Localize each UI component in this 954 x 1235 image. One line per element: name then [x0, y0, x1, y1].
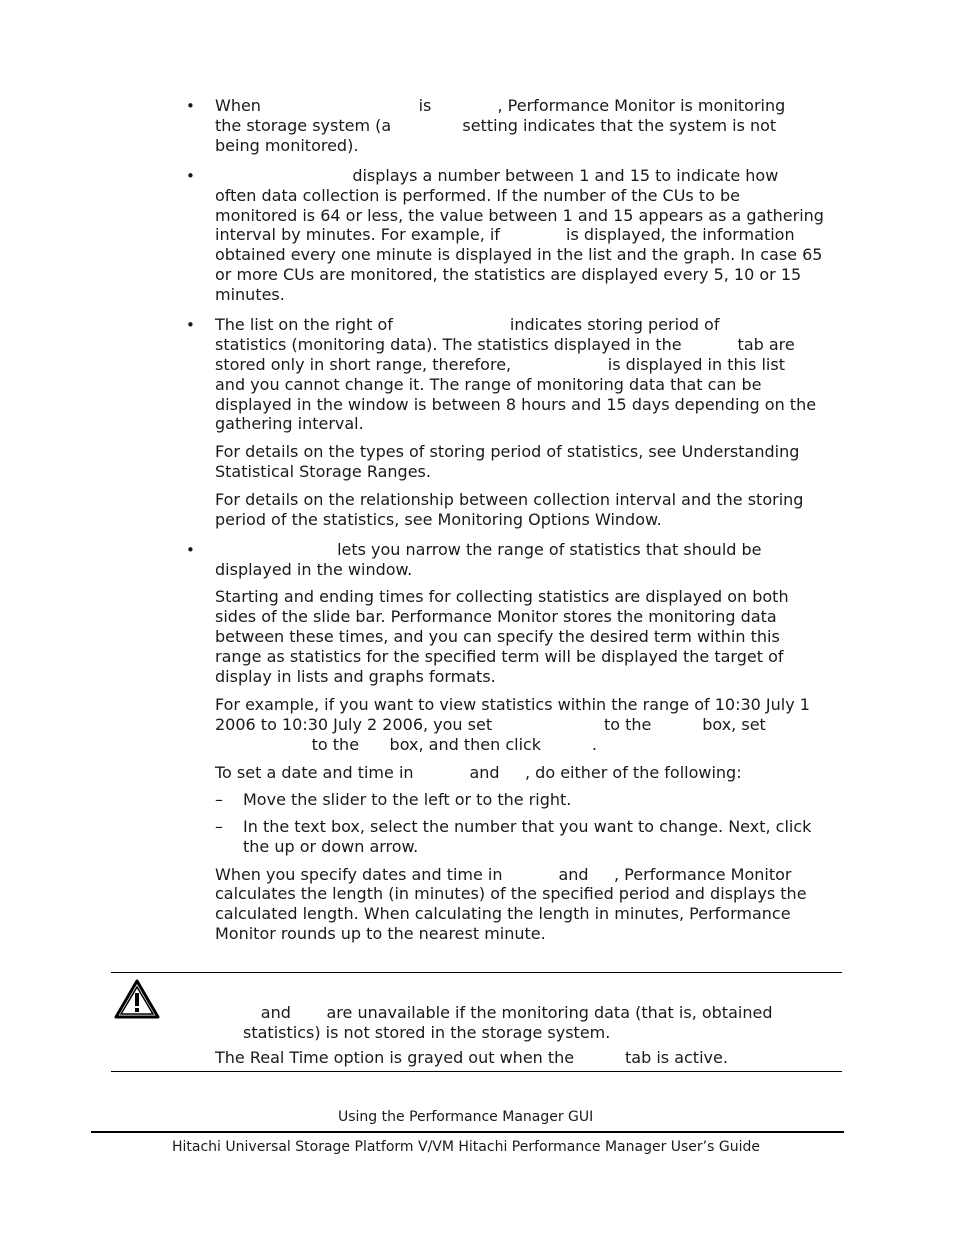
warning-triangle-icon: [113, 978, 161, 1020]
body-line: minutes.: [215, 285, 285, 304]
bullet-marker: •: [186, 316, 195, 334]
dash-item-line: Move the slider to the left or to the right.: [243, 790, 572, 809]
body-line: the storage system (a setting indicates that the system is not: [215, 116, 777, 135]
body-line: or more CUs are monitored, the statistics are displayed every 5, 10 or 15: [215, 265, 802, 284]
body-line: Starting and ending times for collecting statistics are displayed on both: [215, 587, 789, 606]
body-line: displayed in the window.: [215, 560, 413, 579]
bullet-marker: •: [186, 541, 195, 559]
body-line: Statistical Storage Ranges.: [215, 462, 431, 481]
caution-bottom-rule: [111, 1071, 842, 1072]
body-line: calculates the length (in minutes) of the specified period and displays the: [215, 884, 807, 903]
body-line: obtained every one minute is displayed in the list and the graph. In case 65: [215, 245, 823, 264]
dash-marker: –: [215, 790, 223, 809]
body-line: statistics (monitoring data). The statistics displayed in the tab are: [215, 335, 795, 354]
body-line: monitored is 64 or less, the value between 1 and 15 appears as a gathering: [215, 206, 824, 225]
body-line: often data collection is performed. If the number of the CUs to be: [215, 186, 740, 205]
footer-book-title: Hitachi Universal Storage Platform V/VM Hitachi Performance Manager User’s Guide: [172, 1139, 760, 1155]
dash-marker: –: [215, 817, 223, 836]
body-line: display in lists and graphs formats.: [215, 667, 496, 686]
footer-section-title: Using the Performance Manager GUI: [338, 1109, 594, 1125]
body-line: to the box, and then click .: [215, 735, 598, 754]
body-line: lets you narrow the range of statistics that should be: [215, 540, 762, 559]
body-line: For example, if you want to view statistics within the range of 10:30 July 1: [215, 695, 810, 714]
body-line: period of the statistics, see Monitoring Options Window.: [215, 510, 662, 529]
body-line: being monitored).: [215, 136, 359, 155]
caution-top-rule: [111, 972, 842, 973]
body-line: gathering interval.: [215, 414, 364, 433]
caution-line: statistics) is not stored in the storage system.: [243, 1023, 611, 1042]
body-line: Monitor rounds up to the nearest minute.: [215, 924, 546, 943]
body-line: For details on the relationship between collection interval and the storing: [215, 490, 804, 509]
body-line: When is , Performance Monitor is monitoring: [215, 96, 786, 115]
dash-item-line: In the text box, select the number that you want to change. Next, click: [243, 817, 812, 836]
caution-line: and are unavailable if the monitoring data (that is, obtained: [215, 1003, 773, 1022]
body-line: displayed in the window is between 8 hours and 15 days depending on the: [215, 395, 817, 414]
body-line: between these times, and you can specify the desired term within this: [215, 627, 780, 646]
body-line: displays a number between 1 and 15 to indicate how: [215, 166, 779, 185]
body-line: When you specify dates and time in and , Performance Monitor: [215, 865, 792, 884]
body-line: and you cannot change it. The range of monitoring data that can be: [215, 375, 762, 394]
body-line: To set a date and time in and , do either of the following:: [215, 763, 742, 782]
footer-rule: [91, 1131, 844, 1133]
body-line: For details on the types of storing period of statistics, see Understanding: [215, 442, 800, 461]
body-line: 2006 to 10:30 July 2 2006, you set to the box, set: [215, 715, 766, 734]
body-line: range as statistics for the specified term will be displayed the target of: [215, 647, 784, 666]
body-line: interval by minutes. For example, if is displayed, the information: [215, 225, 795, 244]
dash-item-line: the up or down arrow.: [243, 837, 419, 856]
body-line: stored only in short range, therefore, is displayed in this list: [215, 355, 785, 374]
body-line: sides of the slide bar. Performance Monitor stores the monitoring data: [215, 607, 777, 626]
bullet-marker: •: [186, 167, 195, 185]
body-line: calculated length. When calculating the length in minutes, Performance: [215, 904, 791, 923]
caution-note: The Real Time option is grayed out when the tab is active.: [215, 1048, 728, 1067]
body-line: The list on the right of indicates storing period of: [215, 315, 720, 334]
bullet-marker: •: [186, 97, 195, 115]
